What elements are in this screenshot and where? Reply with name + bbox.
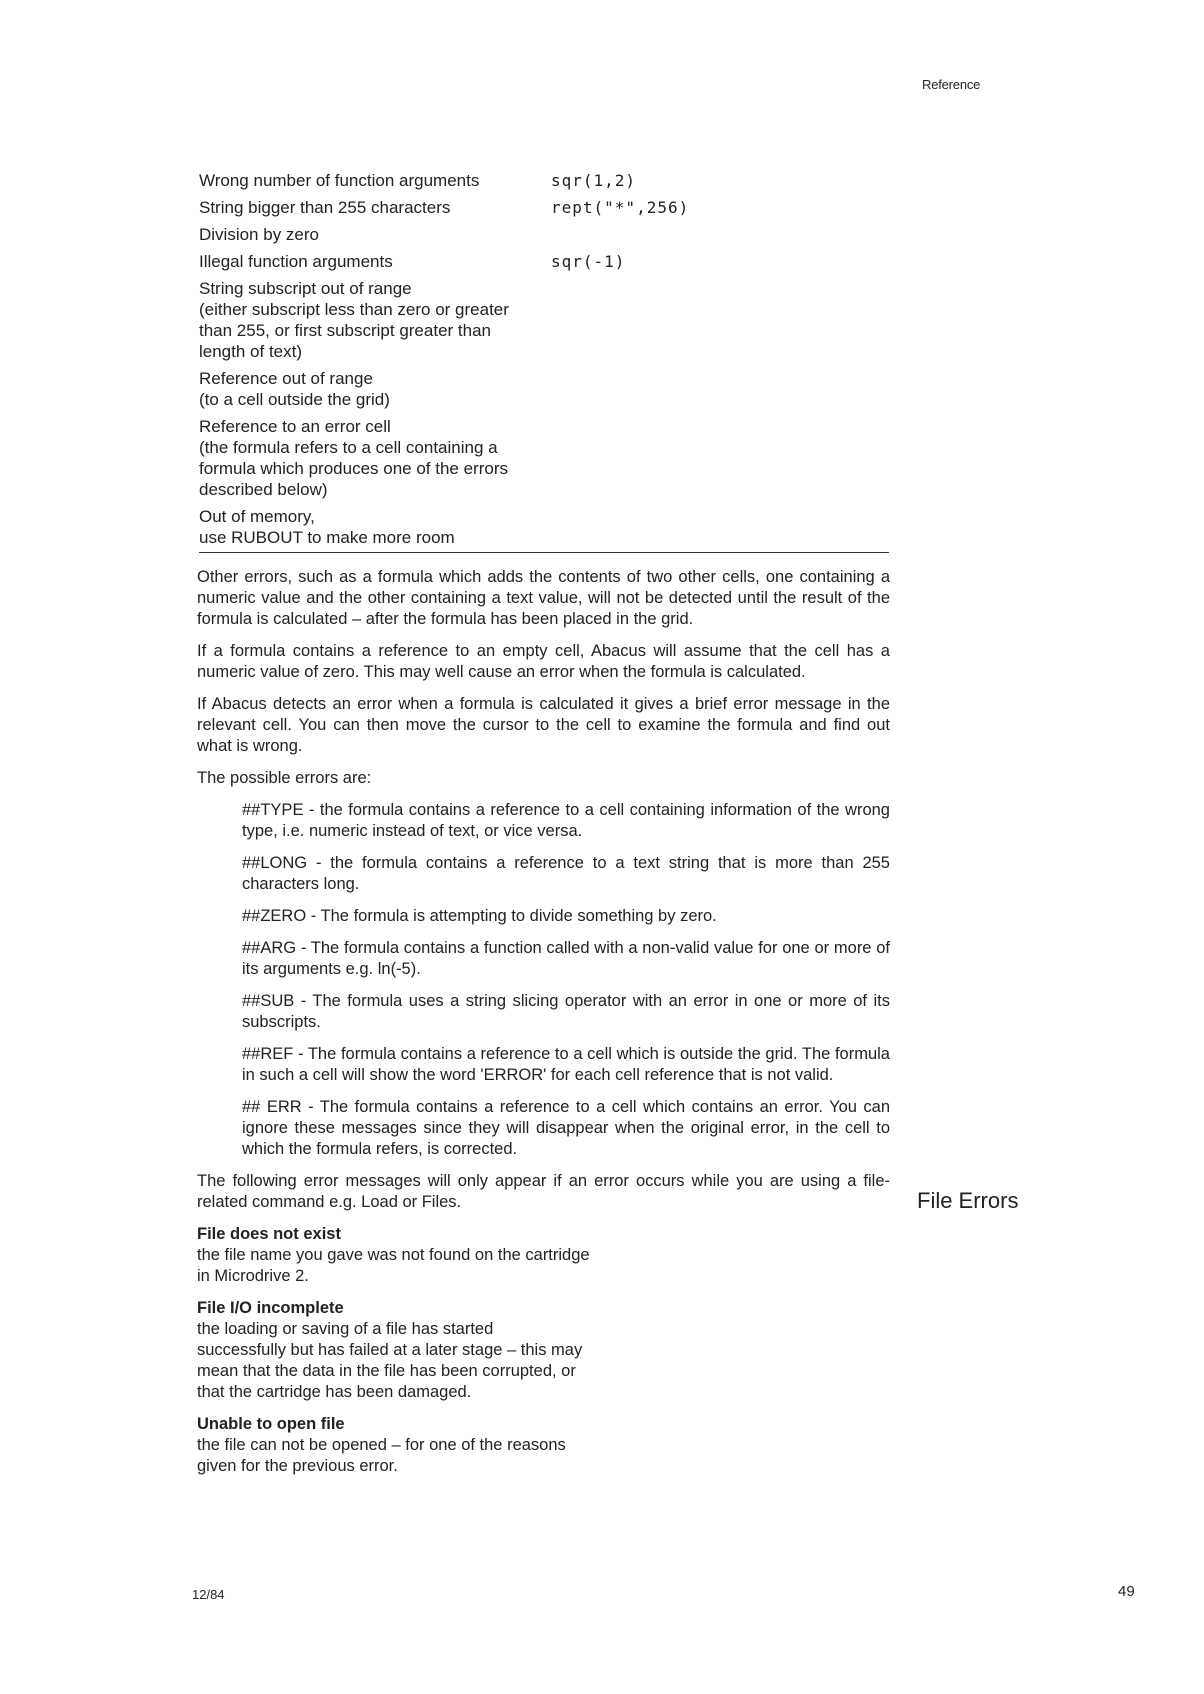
error-description [199, 224, 551, 245]
footer-date: 12/84 [192, 1587, 225, 1602]
section-header: Reference [922, 77, 981, 92]
paragraph: Other errors, such as a formula which adds the contents of two other cells, one containing a numeric value and the other containing a text value, will not be detected until the result of the formula is calculated – after the formula has been placed in the grid. [197, 568, 890, 628]
file-error-line: the loading or saving of a file has started [197, 1320, 494, 1338]
error-list [242, 800, 890, 1160]
error-example: sqr(-1) [551, 252, 626, 271]
error-item-type: ##TYPE - the formula contains a reference to a cell containing information of the wrong type, i.e. numeric instead of text, or vice versa. [242, 801, 890, 840]
page-number: 49 [1118, 1583, 1135, 1600]
error-example: rept("*",256) [551, 198, 690, 217]
error-description-line: String subscript out of range [199, 279, 412, 298]
error-description [199, 368, 551, 410]
error-description-line: Division by zero [199, 225, 319, 244]
error-item-long: ##LONG - the formula contains a reference to a text string that is more than 255 characters long. [242, 854, 890, 893]
file-error-line: successfully but has failed at a later stage – this may [197, 1341, 583, 1359]
error-table [199, 170, 889, 554]
paragraph: If a formula contains a reference to an empty cell, Abacus will assume that the cell has a numeric value of zero. This may well cause an error when the formula is calculated. [197, 642, 890, 681]
error-description-line: Reference to an error cell [199, 417, 391, 436]
error-item-err: ## ERR - The formula contains a reference to a cell which contains an error. You can ignore these messages since they will disappear when the original error, in the cell to which the formula refers, is corrected. [242, 1098, 890, 1158]
file-error-title: Unable to open file [197, 1415, 345, 1433]
error-description-line: use RUBOUT to make more room [199, 528, 455, 547]
body-text [197, 567, 890, 1488]
file-error-line: the file can not be opened – for one of the reasons [197, 1436, 566, 1454]
error-table-row [199, 368, 889, 410]
error-description-line: formula which produces one of the errors [199, 459, 508, 478]
file-error-line: given for the previous error. [197, 1457, 398, 1475]
error-item-sub: ##SUB - The formula uses a string slicing operator with an error in one or more of its subscripts. [242, 992, 890, 1031]
error-description [199, 170, 551, 191]
file-error-item [197, 1298, 890, 1403]
error-table-row [199, 251, 889, 272]
error-table-row [199, 224, 889, 245]
error-description [199, 506, 551, 548]
error-description-line: length of text) [199, 342, 303, 361]
file-error-title: File does not exist [197, 1225, 341, 1243]
error-description-line: Wrong number of function arguments [199, 171, 480, 190]
file-errors-list [197, 1224, 890, 1477]
error-item-zero: ##ZERO - The formula is attempting to divide something by zero. [242, 907, 717, 925]
error-item-ref: ##REF - The formula contains a reference to a cell which is outside the grid. The formula in such a cell will show the word 'ERROR' for each cell reference that is not valid. [242, 1045, 890, 1084]
error-description [199, 251, 551, 272]
file-error-line: the file name you gave was not found on the cartridge [197, 1246, 590, 1264]
error-description-line: (to a cell outside the grid) [199, 390, 390, 409]
error-item-arg: ##ARG - The formula contains a function called with a non-valid value for one or more of its arguments e.g. ln(-5). [242, 939, 890, 978]
paragraph: If Abacus detects an error when a formula is calculated it gives a brief error message in the relevant cell. You can then move the cursor to the cell to examine the formula and find out what is wrong. [197, 695, 890, 755]
error-description-line: Reference out of range [199, 369, 373, 388]
error-description-line: Illegal function arguments [199, 252, 393, 271]
file-error-item [197, 1224, 890, 1287]
file-error-line: in Microdrive 2. [197, 1267, 309, 1285]
file-errors-intro: The following error messages will only appear if an error occurs while you are using a file-related command e.g. Load or Files. [197, 1172, 890, 1211]
error-table-row [199, 416, 889, 500]
error-description [199, 278, 551, 362]
error-description-line: Out of memory, [199, 507, 315, 526]
error-table-row [199, 506, 889, 548]
error-description-line: described below) [199, 480, 328, 499]
error-description [199, 416, 551, 500]
error-table-row [199, 278, 889, 362]
file-errors-heading: File Errors [917, 1188, 1019, 1213]
error-description-line: (either subscript less than zero or greater [199, 300, 509, 319]
table-rule [199, 552, 889, 553]
error-table-row [199, 197, 889, 218]
error-example: sqr(1,2) [551, 171, 637, 190]
error-description-line: than 255, or first subscript greater than [199, 321, 491, 340]
error-description-line: String bigger than 255 characters [199, 198, 451, 217]
paragraph: The possible errors are: [197, 769, 372, 787]
error-table-row [199, 170, 889, 191]
error-description [199, 197, 551, 218]
error-description-line: (the formula refers to a cell containing a [199, 438, 498, 457]
file-error-title: File I/O incomplete [197, 1299, 344, 1317]
file-error-item [197, 1414, 890, 1477]
file-error-line: that the cartridge has been damaged. [197, 1383, 472, 1401]
file-error-line: mean that the data in the file has been corrupted, or [197, 1362, 576, 1380]
